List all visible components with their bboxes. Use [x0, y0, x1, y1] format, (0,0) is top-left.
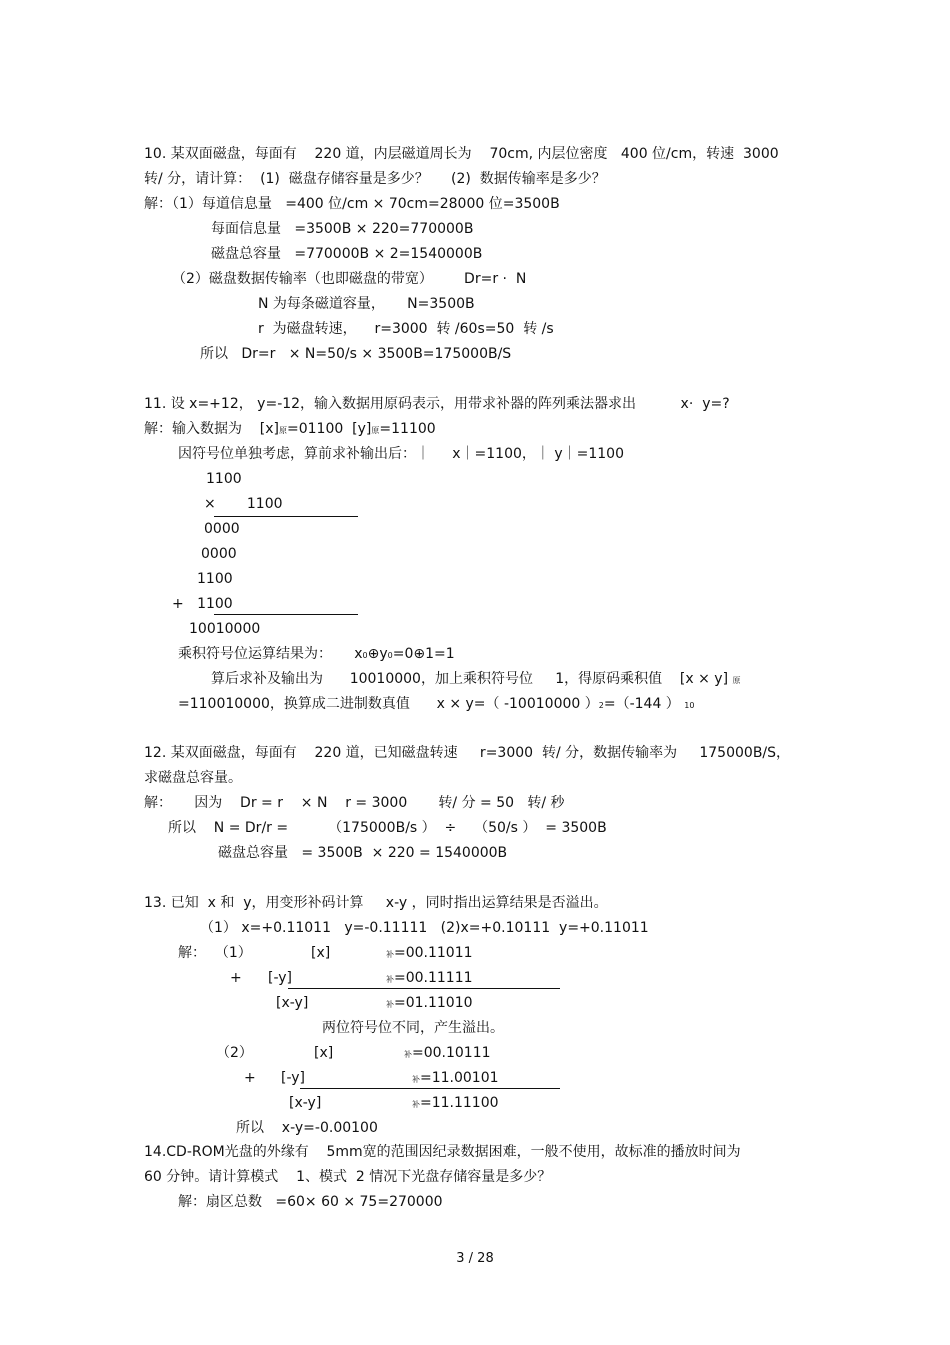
q10-line-4: 每面信息量 =3500B × 220=770000B — [211, 221, 474, 237]
q14-line-2: 60 分钟。请计算模式 1、模式 2 情况下光盘存储容量是多少？ — [144, 1169, 552, 1185]
q10-line-5: 磁盘总容量 =770000B × 2=1540000B — [211, 246, 483, 262]
q13-part1-note: 两位符号位不同，产生溢出。 — [322, 1020, 504, 1036]
q11-mult-3: 0000 — [204, 521, 240, 537]
q11-mult-2: × 1100 — [204, 496, 283, 512]
q11-line-3: 因符号位单独考虑，算前求补输出后：｜ x｜=1100，｜ y｜=1100 — [178, 446, 624, 462]
q11-line-2: 解：输入数据为 [x]原=01100 [y]原=11100 — [144, 421, 436, 437]
q10-line-6: （2）磁盘数据传输率（也即磁盘的带宽） Dr=r · N — [172, 271, 527, 287]
q12-line-2: 求磁盘总容量。 — [144, 770, 242, 786]
q13-part2-y-value: 补=11.00101 — [412, 1070, 499, 1086]
q13-part1-result: [x-y] — [276, 995, 309, 1011]
q13-part1-rule — [288, 988, 560, 989]
q11-line-1: 11. 设 x=+12， y=-12，输入数据用原码表示，用带求补器的阵列乘法器求出 x· y=? — [144, 396, 730, 412]
q10-line-1: 10. 某双面磁盘，每面有 220 道，内层磁道周长为 70cm, 内层位密度 400 位/cm，转速 3000 — [144, 146, 779, 162]
q11-mult-1: 1100 — [206, 471, 242, 487]
q11-mult-rule-1 — [214, 516, 358, 517]
q12-line-5: 磁盘总容量 = 3500B × 220 = 1540000B — [218, 845, 508, 861]
q14-line-1: 14.CD-ROM光盘的外缘有 5mm宽的范围因纪录数据困难，一般不使用，故标准的播放时间为 — [144, 1144, 741, 1160]
q10-line-2: 转/ 分，请计算： (1) 磁盘存储容量是多少？ (2) 数据传输率是多少？ — [144, 171, 606, 187]
q11-mult-7: 10010000 — [189, 621, 261, 637]
q10-line-3: 解：（1）每道信息量 =400 位/cm × 70cm=28000 位=3500B — [144, 196, 560, 212]
q11-mult-5: 1100 — [197, 571, 233, 587]
q13-part1-label: 解： （1） — [178, 945, 252, 961]
q13-part2-result: [x-y] — [289, 1095, 322, 1111]
q13-part1-plus: + — [230, 970, 242, 986]
q13-answer: 所以 x-y=-0.00100 — [236, 1120, 378, 1136]
q13-line-2: （1） x=+0.11011 y=-0.11111 (2)x=+0.10111 y=+0.11011 — [200, 920, 649, 936]
q11-sign-line: 乘积符号位运算结果为： x0⊕y0=0⊕1=1 — [178, 646, 455, 662]
q11-result-line-2: =110010000，换算成二进制数真值 x × y=（ -10010000 ）2=（-144 ） 10 — [178, 696, 695, 712]
page-number: 3 / 28 — [456, 1251, 494, 1266]
q13-part1-y-value: 补=00.11111 — [386, 970, 473, 986]
q11-mult-4: 0000 — [201, 546, 237, 562]
q11-mult-6: + 1100 — [172, 596, 233, 612]
q12-line-1: 12. 某双面磁盘，每面有 220 道，已知磁盘转速 r=3000 转/ 分，数据传输率为 175000B/S， — [144, 745, 791, 761]
q12-line-3: 解： 因为 Dr = r × N r = 3000 转/ 分 = 50 转/ 秒 — [144, 795, 565, 811]
q13-part2-x: [x] — [314, 1045, 334, 1061]
q10-line-8: r 为磁盘转速， r=3000 转 /60s=50 转 /s — [258, 321, 554, 337]
q12-line-4: 所以 N = Dr/r = （175000B/s ） ÷ （50/s ） = 3500B — [168, 820, 607, 836]
q13-part2-rule — [300, 1088, 560, 1089]
q13-part1-x-value: 补=00.11011 — [386, 945, 473, 961]
q13-part1-x: [x] — [311, 945, 331, 961]
q13-part2-x-value: 补=00.10111 — [404, 1045, 491, 1061]
q13-part2-label: （2） — [216, 1045, 253, 1061]
q13-line-1: 13. 已知 x 和 y，用变形补码计算 x-y ，同时指出运算结果是否溢出。 — [144, 895, 608, 911]
q13-part1-result-value: 补=01.11010 — [386, 995, 473, 1011]
q14-line-3: 解：扇区总数 =60× 60 × 75=270000 — [178, 1194, 443, 1210]
q13-part2-result-value: 补=11.11100 — [412, 1095, 499, 1111]
q10-line-7: N 为每条磁道容量， N=3500B — [258, 296, 475, 312]
q11-result-line-1: 算后求补及输出为 10010000，加上乘积符号位 1，得原码乘积值 [x × y] 原 — [211, 671, 741, 687]
q11-mult-rule-2 — [214, 614, 358, 615]
q10-line-9: 所以 Dr=r × N=50/s × 3500B=175000B/S — [200, 346, 512, 362]
q13-part2-y: [-y] — [281, 1070, 306, 1086]
q13-part1-y: [-y] — [268, 970, 293, 986]
q13-part2-plus: + — [244, 1070, 256, 1086]
